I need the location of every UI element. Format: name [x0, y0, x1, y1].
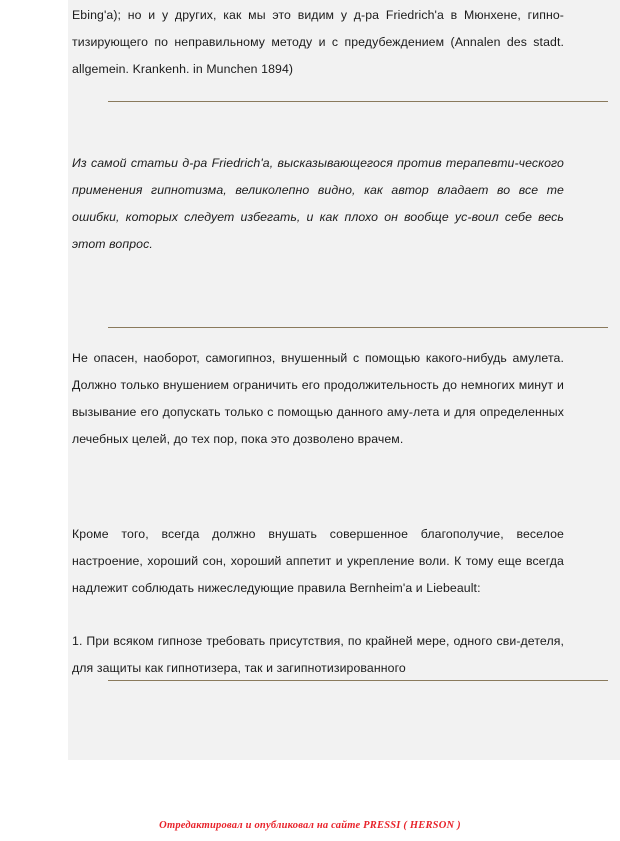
horizontal-rule-2	[108, 327, 608, 328]
paragraph-5-list-item: 1. При всяком гипнозе требовать присутствия, по крайней мере, одного сви-детеля, для защиты как гипнотизера, так и загипнотизированного	[72, 634, 564, 675]
paragraph-2-italic: Из самой статьи д-ра Friedrich'a, высказывающегося против терапевти-ческого применения гипнотизма, великолепно видно, как автор владает во все те ошибки, которых следует избегать, и как плохо он вообще ус-воил себе весь этот вопрос.	[72, 156, 564, 251]
paragraph-1: Ebing'a); но и у других, как мы это видим у д-ра Friedrich'a в Мюнхене, гипно-тизирующего по неправильному методу и с предубеждением (Annalen des stadt. allgemein. Krankenh. in Munchen 1894)	[72, 8, 564, 76]
paragraph-4: Кроме того, всегда должно внушать совершенное благополучие, веселое настроение, хороший сон, хороший аппетит и укрепление воли. К тому еще всегда надлежит соблюдать нижеследующие правила Bernheim'a и Liebeault:	[72, 527, 564, 595]
footer-watermark: Отредактировал и опубликовал на сайте PRESSI ( HERSON )	[159, 820, 461, 831]
paragraph-3: Не опасен, наоборот, самогипноз, внушенный с помощью какого-нибудь амулета. Должно только внушением ограничить его продолжительность до немногих минут и вызывание его допускать только с помощью данного аму-лета и для определенных лечебных целей, до тех пор, пока это дозволено врачем.	[72, 351, 564, 446]
horizontal-rule-3	[108, 680, 608, 681]
horizontal-rule-1	[108, 101, 608, 102]
